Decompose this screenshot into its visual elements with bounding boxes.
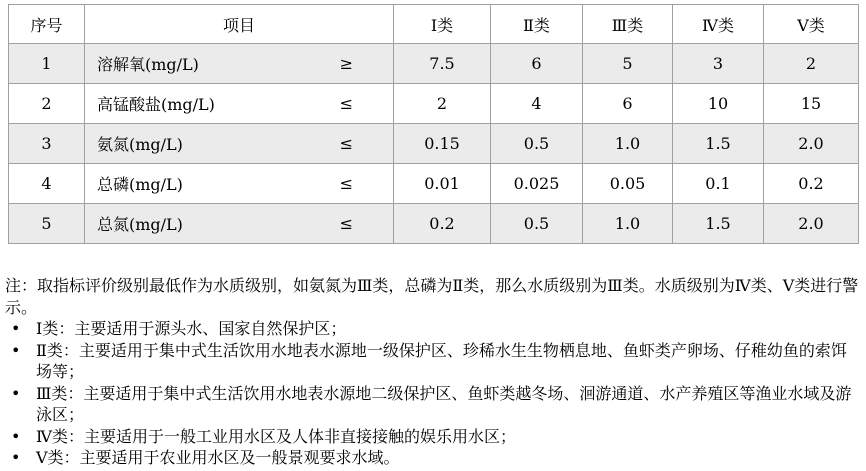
class-description-item <box>5 340 861 383</box>
table-row <box>9 44 859 84</box>
item-label: 高锰酸盐(mg/L) <box>97 95 215 114</box>
value-cell: 1.0 <box>583 124 673 164</box>
value-cell: 3 <box>673 44 764 84</box>
col-header-class5: Ⅴ类 <box>764 5 859 44</box>
comparison-operator: ≤ <box>339 134 353 153</box>
value-cell: 6 <box>491 44 583 84</box>
item-label: 总氮(mg/L) <box>97 215 183 234</box>
value-cell: 1.5 <box>673 124 764 164</box>
value-cell: 15 <box>764 84 859 124</box>
note-paragraph: 注：取指标评价级别最低作为水质级别，如氨氮为Ⅲ类，总磷为Ⅱ类，那么水质级别为Ⅲ类。水质级别为Ⅳ类、Ⅴ类进行警示。 <box>5 276 859 317</box>
value-cell: 6 <box>583 84 673 124</box>
comparison-operator: ≤ <box>339 174 353 193</box>
value-cell: 0.05 <box>583 164 673 204</box>
class-description-text: Ⅳ类：主要适用于一般工业用水区及人体非直接接触的娱乐用水区； <box>36 426 516 446</box>
value-cell: 0.1 <box>673 164 764 204</box>
comparison-operator: ≥ <box>339 54 353 73</box>
class-description-item <box>5 426 861 448</box>
item-label: 氨氮(mg/L) <box>97 135 183 154</box>
item-cell <box>85 204 394 244</box>
value-cell: 0.2 <box>394 204 491 244</box>
row-number: 3 <box>9 124 85 164</box>
value-cell: 0.5 <box>491 124 583 164</box>
bullet-icon: • <box>11 383 21 403</box>
row-number: 2 <box>9 84 85 124</box>
bullet-icon: • <box>11 340 21 360</box>
bullet-icon: • <box>11 448 21 467</box>
class-description-item <box>5 318 861 340</box>
class-description-text: Ⅰ类：主要适用于源头水、国家自然保护区； <box>36 319 347 338</box>
table-row <box>9 164 859 204</box>
item-cell <box>85 164 394 204</box>
class-description-text: Ⅲ类：主要适用于集中式生活饮用水地表水源地二级保护区、鱼虾类越冬场、洄游通道、水产养殖区等渔业水域及游泳区； <box>36 383 852 424</box>
class-description-text: Ⅱ类：主要适用于集中式生活饮用水地表水源地一级保护区、珍稀水生生物栖息地、鱼虾类产卵场、仔稚幼鱼的索饵场等； <box>36 340 847 381</box>
col-header-item: 项目 <box>85 5 394 44</box>
col-header-number: 序号 <box>9 5 85 44</box>
value-cell: 2 <box>764 44 859 84</box>
item-wrap <box>85 172 393 195</box>
comparison-operator: ≤ <box>339 94 353 113</box>
value-cell: 1.0 <box>583 204 673 244</box>
value-cell: 0.2 <box>764 164 859 204</box>
value-cell: 2.0 <box>764 204 859 244</box>
item-cell <box>85 84 394 124</box>
table-row <box>9 124 859 164</box>
item-label: 总磷(mg/L) <box>97 175 183 194</box>
item-wrap <box>85 52 393 75</box>
value-cell: 2 <box>394 84 491 124</box>
table-row <box>9 204 859 244</box>
row-number: 4 <box>9 164 85 204</box>
item-cell <box>85 124 394 164</box>
value-cell: 5 <box>583 44 673 84</box>
class-description-item <box>5 447 861 469</box>
table-body <box>9 44 859 244</box>
item-label: 溶解氧(mg/L) <box>97 55 199 74</box>
col-header-class4: Ⅳ类 <box>673 5 764 44</box>
notes-section <box>5 275 861 469</box>
row-number: 5 <box>9 204 85 244</box>
value-cell: 0.15 <box>394 124 491 164</box>
bullet-icon: • <box>11 319 21 338</box>
bullet-icon: • <box>11 426 21 446</box>
value-cell: 0.5 <box>491 204 583 244</box>
col-header-class2: Ⅱ类 <box>491 5 583 44</box>
water-quality-table <box>8 4 859 244</box>
col-header-class1: Ⅰ类 <box>394 5 491 44</box>
comparison-operator: ≤ <box>339 214 353 233</box>
page <box>0 4 866 469</box>
class-description-item <box>5 383 861 426</box>
value-cell: 4 <box>491 84 583 124</box>
item-wrap <box>85 92 393 115</box>
value-cell: 1.5 <box>673 204 764 244</box>
value-cell: 0.025 <box>491 164 583 204</box>
value-cell: 0.01 <box>394 164 491 204</box>
col-header-class3: Ⅲ类 <box>583 5 673 44</box>
class-descriptions <box>5 318 861 469</box>
table-header-row <box>9 5 859 44</box>
class-description-text: Ⅴ类：主要适用于农业用水区及一般景观要求水域。 <box>36 448 400 467</box>
value-cell: 10 <box>673 84 764 124</box>
value-cell: 7.5 <box>394 44 491 84</box>
item-wrap <box>85 132 393 155</box>
table-row <box>9 84 859 124</box>
row-number: 1 <box>9 44 85 84</box>
value-cell: 2.0 <box>764 124 859 164</box>
item-wrap <box>85 212 393 235</box>
item-cell <box>85 44 394 84</box>
